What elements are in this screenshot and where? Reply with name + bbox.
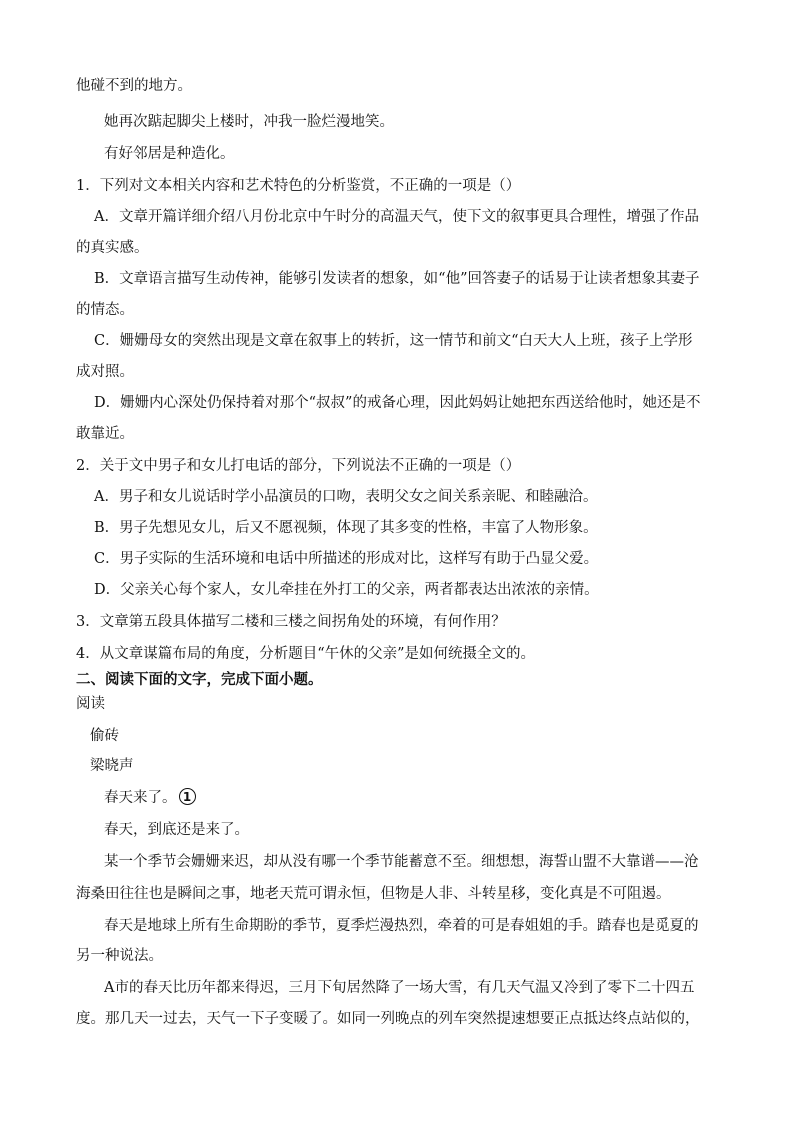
q1-option-c: C．姗姗母女的突然出现是文章在叙事上的转折，这一情节和前文“白天大人上班，孩子上学形 (94, 333, 693, 349)
footnote-marker: 1 (179, 788, 196, 805)
q2-option-b: B．男子先想见女儿，后又不愿视频，体现了其多变的性格，丰富了人物形象。 (94, 520, 598, 536)
question-3: 3．文章第五段具体描写二楼和三楼之间拐角处的环境，有何作用？ (76, 614, 506, 630)
text-line: 有好邻居是种造化。 (104, 146, 235, 162)
paragraph-4: 春天是地球上所有生命期盼的季节，夏季烂漫热烈，牵着的可是春姐姐的手。踏春也是觅夏的 (104, 918, 699, 934)
q1-option-a: A．文章开篇详细介绍八月份北京中午时分的高温天气，使下文的叙事更具合理性，增强了作品 (94, 209, 699, 225)
question-4: 4．从文章谋篇布局的角度，分析题目“午休的父亲”是如何统摄全文的。 (76, 646, 536, 662)
q1-option-d-cont: 敢靠近。 (76, 426, 134, 442)
q1-option-a-cont: 的真实感。 (76, 240, 149, 256)
article-author: 梁晓声 (90, 758, 134, 774)
q1-option-c-cont: 成对照。 (76, 364, 134, 380)
paragraph-1-text: 春天来了。 (104, 790, 177, 806)
reading-label: 阅读 (76, 696, 105, 712)
paragraph-5-cont: 度。那几天一过去，天气一下子变暖了。如同一列晚点的列车突然提速想要正点抵达终点站似的， (76, 1011, 700, 1027)
text-line: 他碰不到的地方。 (76, 78, 192, 94)
paragraph-4-cont: 另一种说法。 (76, 948, 163, 964)
question-2: 2．关于文中男子和女儿打电话的部分，下列说法不正确的一项是（） (76, 458, 521, 474)
paragraph-3-cont: 海桑田往往也是瞬间之事，地老天荒可谓永恒，但物是人非、斗转星移，变化真是不可阻遏。 (76, 886, 671, 902)
q1-option-b-cont: 的情态。 (76, 302, 134, 318)
paragraph-5: A市的春天比历年都来得迟，三月下旬居然降了一场大雪，有几天气温又冷到了零下二十四五 (104, 980, 695, 996)
paragraph-2: 春天，到底还是来了。 (104, 822, 249, 838)
text-line: 她再次踮起脚尖上楼时，冲我一脸烂漫地笑。 (104, 114, 394, 130)
paragraph-3: 某一个季节会姗姗来迟，却从没有哪一个季节能蓄意不至。细想想，海誓山盟不大靠谱——沧 (104, 854, 699, 870)
section-heading: 二、阅读下面的文字，完成下面小题。 (76, 672, 323, 688)
question-1: 1．下列对文本相关内容和艺术特色的分析鉴赏，不正确的一项是（） (76, 178, 521, 194)
q2-option-c: C．男子实际的生活环境和电话中所描述的形成对比，这样写有助于凸显父爱。 (94, 551, 599, 567)
q2-option-a: A．男子和女儿说话时学小品演员的口吻，表明父女之间关系亲昵、和睦融洽。 (94, 489, 598, 505)
q1-option-b: B．文章语言描写生动传神，能够引发读者的想象，如“他”回答妻子的话易于让读者想象其妻子 (94, 271, 700, 287)
q1-option-d: D．姗姗内心深处仍保持着对那个“叔叔”的戒备心理，因此妈妈让她把东西送给他时，她还是不 (94, 395, 701, 411)
article-title: 偷砖 (90, 728, 119, 744)
q2-option-d: D．父亲关心每个家人，女儿牵挂在外打工的父亲，两者都表达出浓浓的亲情。 (94, 582, 599, 598)
paragraph-1 (104, 788, 196, 808)
